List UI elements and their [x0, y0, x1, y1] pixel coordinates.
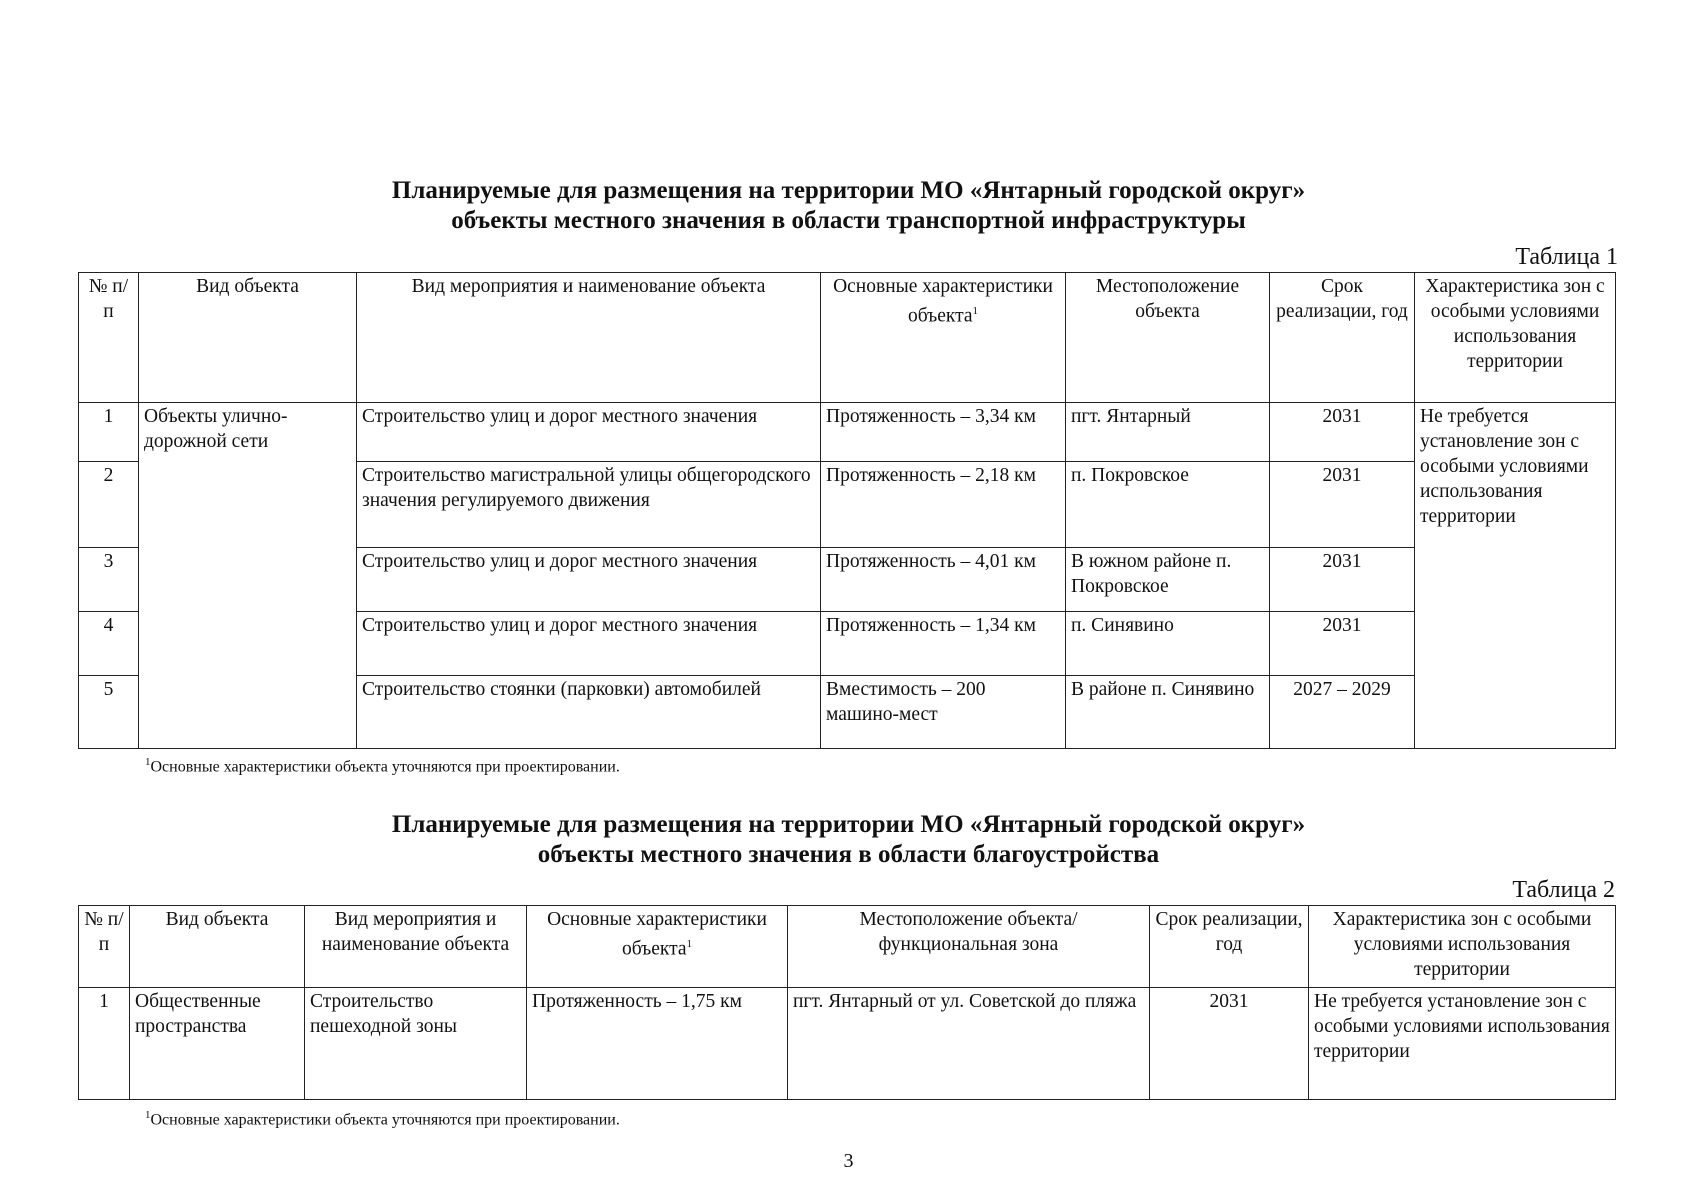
table1-title-line2: объекты местного значения в области транспортной инфраструктуры: [451, 207, 1246, 234]
row-activity: Строительство стоянки (парковки) автомобилей: [357, 676, 821, 749]
table2-caption: Таблица 2: [1512, 877, 1615, 903]
row-term: 2031: [1270, 462, 1415, 548]
footnote-mark: 1: [145, 756, 151, 768]
row-num: 5: [79, 676, 139, 749]
table1-header-characteristics-text: Основные характеристики объекта: [833, 276, 1053, 327]
table2: [78, 905, 1616, 1100]
table2-header-characteristics-text: Основные характеристики объекта: [547, 909, 767, 960]
row-characteristics: Протяженность – 2,18 км: [821, 462, 1066, 548]
row-location: В южном районе п. Покровское: [1066, 548, 1270, 612]
row-term: 2031: [1150, 988, 1309, 1100]
table1-header-activity: Вид мероприятия и наименование объекта: [357, 273, 821, 403]
table2-header-zones: Характеристика зон с особыми условиями использования территории: [1309, 906, 1616, 988]
row-num: 2: [79, 462, 139, 548]
table-row: [79, 403, 1616, 462]
table2-header-term: Срок реализации, год: [1150, 906, 1309, 988]
table1-title: [0, 176, 1697, 236]
zones-value: Не требуется установление зон с особыми условиями использования территории: [1415, 403, 1616, 749]
row-term: 2031: [1270, 403, 1415, 462]
row-location: пгт. Янтарный: [1066, 403, 1270, 462]
row-term: 2027 – 2029: [1270, 676, 1415, 749]
row-activity: Строительство магистральной улицы общегородского значения регулируемого движения: [357, 462, 821, 548]
row-activity: Строительство улиц и дорог местного значения: [357, 548, 821, 612]
table1-header-zones: Характеристика зон с особыми условиями использования территории: [1415, 273, 1616, 403]
row-zones: Не требуется установление зон с особыми условиями использования территории: [1309, 988, 1616, 1100]
row-location: В районе п. Синявино: [1066, 676, 1270, 749]
footnote-ref: 1: [686, 938, 693, 950]
row-num: 4: [79, 612, 139, 676]
table1-header-row: [79, 273, 1616, 403]
footnote-ref: 1: [972, 305, 979, 317]
table-row: [79, 988, 1616, 1100]
row-characteristics: Вместимость – 200 машино-мест: [821, 676, 1066, 749]
footnote-text: Основные характеристики объекта уточняются при проектировании.: [150, 1111, 620, 1129]
row-characteristics: Протяженность – 1,75 км: [527, 988, 788, 1100]
row-num: 1: [79, 988, 130, 1100]
row-characteristics: Протяженность – 4,01 км: [821, 548, 1066, 612]
table2-header-type: Вид объекта: [130, 906, 305, 988]
row-num: 3: [79, 548, 139, 612]
table1: [78, 272, 1616, 749]
table1-header-location: Местоположение объекта: [1066, 273, 1270, 403]
row-location: п. Покровское: [1066, 462, 1270, 548]
row-characteristics: Протяженность – 3,34 км: [821, 403, 1066, 462]
table1-caption: Таблица 1: [1515, 244, 1618, 270]
footnote-text: Основные характеристики объекта уточняются при проектировании.: [150, 758, 620, 776]
table2-header-num: № п/п: [79, 906, 130, 988]
table2-header-location: Местоположение объекта/ функциональная зона: [788, 906, 1150, 988]
table1-footnote: [145, 752, 620, 777]
table2-title-line2: объекты местного значения в области благоустройства: [537, 841, 1160, 868]
row-activity: Строительство улиц и дорог местного значения: [357, 612, 821, 676]
row-num: 1: [79, 403, 139, 462]
row-type: Общественные пространства: [130, 988, 305, 1100]
object-type: Объекты улично-дорожной сети: [139, 403, 357, 749]
row-term: 2031: [1270, 548, 1415, 612]
table2-title-line1: Планируемые для размещения на территории МО «Янтарный городской округ»: [391, 811, 1306, 838]
table1-header-num: № п/п: [79, 273, 139, 403]
row-activity: Строительство улиц и дорог местного значения: [357, 403, 821, 462]
table1-header-characteristics: [821, 273, 1066, 403]
table2-header-characteristics: [527, 906, 788, 988]
table1-header-term: Срок реализации, год: [1270, 273, 1415, 403]
footnote-mark: 1: [145, 1109, 151, 1121]
table1-header-type: Вид объекта: [139, 273, 357, 403]
table2-header-row: [79, 906, 1616, 988]
table1-title-line1: Планируемые для размещения на территории МО «Янтарный городской округ»: [391, 177, 1306, 204]
row-term: 2031: [1270, 612, 1415, 676]
row-activity: Строительство пешеходной зоны: [305, 988, 527, 1100]
row-location: пгт. Янтарный от ул. Советской до пляжа: [788, 988, 1150, 1100]
page-number: 3: [843, 1150, 854, 1172]
table2-title: [0, 810, 1697, 870]
table2-header-activity: Вид мероприятия и наименование объекта: [305, 906, 527, 988]
row-location: п. Синявино: [1066, 612, 1270, 676]
row-characteristics: Протяженность – 1,34 км: [821, 612, 1066, 676]
table2-footnote: [145, 1105, 620, 1130]
